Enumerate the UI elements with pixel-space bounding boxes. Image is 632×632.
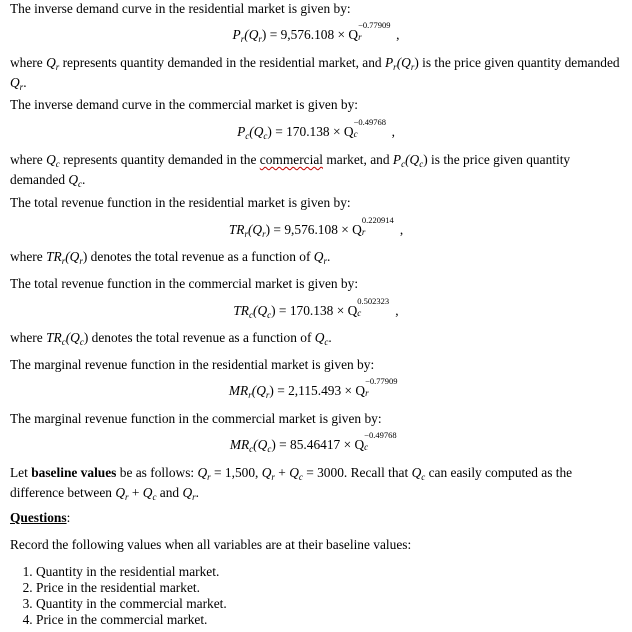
intro-tr-residential: The total revenue function in the residential market is given by: [10, 195, 351, 210]
equation-tr-commercial: $TR_c(Q_c) = 170.138 \times Q$ 0.502323 c , [233, 296, 399, 320]
intro-residential-demand: The inverse demand curve in the residential market is given by: [10, 1, 351, 16]
equation-tr-residential: $TR_r(Q_r) = 9,576.108 \times Q$ 0.220914 r , [228, 215, 404, 239]
intro-mr-residential: The marginal revenue function in the residential market is given by: [10, 357, 375, 372]
questions-list [10, 564, 227, 628]
where-tr-residential: where $TR_r(Q_r)$ denotes the total revenue as a function of $Q_r$. [10, 249, 331, 266]
baseline-values-paragraph: Let baseline values be as follows: $Q_r = 1,500$, $Q_r + Q_c = 3000$. Recall that $Q_c$ can easily computed as the difference between $Q_r + Q_c$ and $Q_r$. [10, 465, 573, 502]
where-tr-commercial: where $TR_c(Q_c)$ denotes the total revenue as a function of $Q_c$. [10, 330, 332, 347]
list-item: 1. Quantity in the residential market. [36, 564, 227, 580]
where-commercial-demand: where $Q_c$ represents quantity demanded in the commercial market, and $P_c(Q_c)$ is the price given quantity demanded $Q_c$. [10, 152, 571, 189]
equation-commercial-demand: $P_c(Q_c) = 170.138 \times Q$ −0.49768 c , [237, 117, 395, 141]
intro-tr-commercial: The total revenue function in the commercial market is given by: [10, 276, 359, 291]
list-item: 4. Price in the commercial market. [36, 612, 227, 628]
equation-residential-demand: $P_r(Q_r) = 9,576.108 \times Q$ −0.77909 r , [232, 20, 400, 44]
intro-commercial-demand: The inverse demand curve in the commercial market is given by: [10, 97, 359, 112]
where-residential-demand: where $Q_r$ represents quantity demanded in the residential market, and $P_r(Q_r)$ is the price given quantity demanded $Q_r$. [10, 55, 620, 92]
intro-mr-commercial: The marginal revenue function in the commercial market is given by: [10, 411, 382, 426]
spellcheck-word: commercial [259, 152, 323, 167]
equation-mr-commercial: $MR_c(Q_c) = 85.46417 \times Q$ −0.49768 c [229, 430, 397, 454]
record-instructions: Record the following values when all variables are at their baseline values: [10, 537, 412, 552]
list-item: 3. Quantity in the commercial market. [36, 596, 227, 612]
questions-heading: Questions: [10, 510, 71, 525]
list-item: 2. Price in the residential market. [36, 580, 227, 596]
equation-mr-residential: $MR_r(Q_r) = 2,115.493 \times Q$ −0.77909 r [228, 376, 398, 400]
